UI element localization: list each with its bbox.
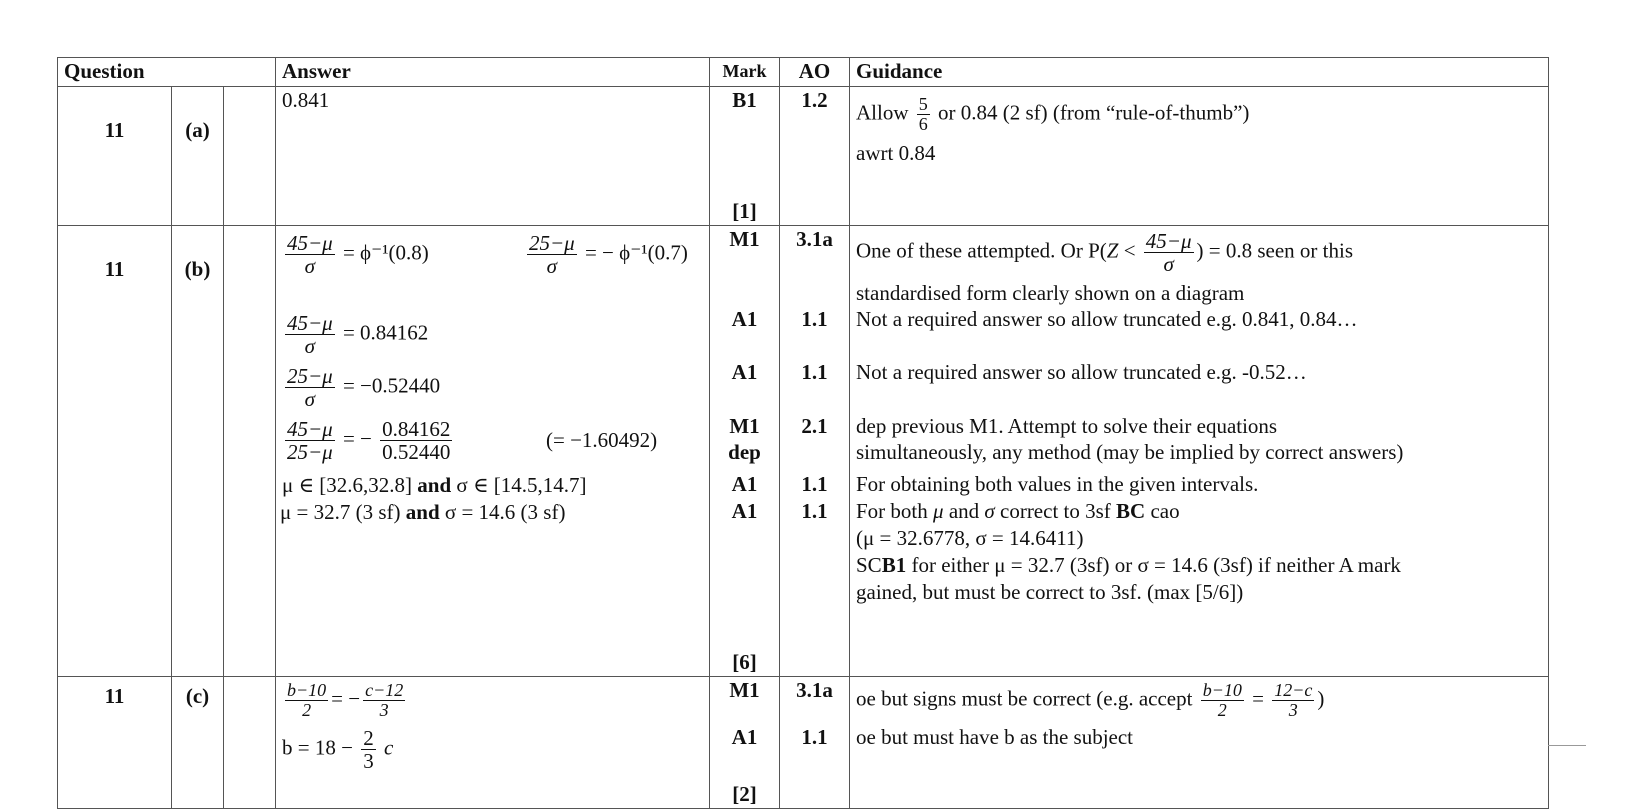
guidance-text: BC: [1116, 499, 1146, 523]
guidance-line: [856, 552, 1401, 579]
fraction-denominator: 25−μ: [287, 440, 333, 464]
equation-operator: = −: [342, 426, 372, 451]
guidance-text: cao: [1150, 499, 1180, 523]
fraction-numerator: 25−μ: [529, 231, 575, 255]
fraction: [285, 312, 335, 357]
fraction: [1201, 681, 1244, 720]
guidance-text: SC: [856, 553, 882, 577]
mu-interval: μ ∈ [32.6,32.8]: [282, 473, 413, 497]
total-mark: [1]: [732, 199, 757, 223]
fraction-denominator: σ: [304, 387, 316, 411]
guidance-text: oe but signs must be correct (e.g. accept: [856, 686, 1193, 711]
mark-cell: [710, 226, 780, 677]
answer-equation-2: [282, 727, 393, 772]
guidance-line: [856, 230, 1353, 275]
fraction-numerator: 0.84162: [382, 417, 451, 441]
guidance-text: One of these attempted. Or P(: [856, 238, 1107, 263]
fraction-numerator: b−10: [287, 680, 327, 700]
fraction-denominator: 3: [379, 700, 389, 720]
mark: B1: [732, 88, 757, 112]
guidance-text: =: [1252, 686, 1264, 711]
mark: M1: [729, 227, 760, 251]
guidance-text: μ: [933, 499, 944, 523]
sigma-value: σ = 14.6 (3 sf): [444, 500, 566, 524]
header-question: Question: [58, 58, 276, 87]
mark: A1: [731, 360, 758, 384]
equation-lhs: b = 18 −: [282, 735, 353, 760]
answer-equation-4: [282, 365, 440, 410]
mark: M1: [729, 414, 760, 438]
guidance-line: standardised form clearly shown on a diagram: [856, 281, 1245, 305]
answer-interval-line: [282, 472, 587, 499]
fraction: [285, 365, 335, 410]
fraction-denominator: σ: [304, 334, 316, 358]
guidance-line: Not a required answer so allow truncated e.g. -0.52…: [856, 360, 1307, 384]
guidance-text: and: [948, 499, 980, 523]
guidance-text: Allow: [856, 100, 909, 125]
guidance-line: (μ = 32.6778, σ = 14.6411): [856, 526, 1084, 550]
answer-equation-5: [282, 418, 455, 463]
header-guidance: Guidance: [850, 58, 1549, 87]
fraction-denominator: σ: [546, 254, 558, 278]
and-text: and: [405, 500, 440, 524]
sigma-interval: σ ∈ [14.5,14.7]: [456, 473, 587, 497]
subpart-cell: [224, 226, 276, 677]
equation-operator: = −: [331, 686, 361, 711]
mark: A1: [731, 725, 758, 749]
fraction-numerator: 45−μ: [287, 231, 333, 255]
table-underline: [1548, 745, 1586, 746]
fraction: [285, 418, 335, 463]
guidance-cell: [850, 226, 1549, 677]
guidance-line: For obtaining both values in the given intervals.: [856, 472, 1259, 496]
guidance-line: dep previous M1. Attempt to solve their equations: [856, 414, 1278, 438]
fraction: [361, 727, 376, 772]
header-mark: Mark: [710, 58, 780, 87]
header-answer: Answer: [276, 58, 710, 87]
equation-rhs: = − ϕ⁻¹(0.7): [584, 240, 688, 265]
fraction: [380, 418, 452, 463]
guidance-text: correct to 3sf: [1000, 499, 1111, 523]
answer-final-line: [280, 499, 565, 526]
answer-cell: [276, 226, 710, 677]
mu-value: μ = 32.7 (3 sf): [280, 500, 401, 524]
header-ao: AO: [780, 58, 850, 87]
answer-equation-1: [282, 681, 408, 720]
fraction-numerator: 45−μ: [287, 417, 333, 441]
answer-cell: [276, 87, 710, 226]
mark: A1: [731, 499, 758, 523]
equation-rhs: = −0.52440: [342, 373, 441, 398]
ao-code: 3.1a: [796, 678, 833, 702]
answer-equation-1: [282, 232, 429, 277]
mark-qualifier: dep: [728, 440, 761, 464]
guidance-line: awrt 0.84: [856, 141, 936, 165]
ao-cell: [780, 677, 850, 809]
guidance-line: [856, 95, 1542, 134]
answer-cell: [276, 677, 710, 809]
header-row: [58, 58, 1549, 87]
fraction-denominator: 2: [302, 700, 312, 720]
total-mark: [2]: [732, 782, 757, 806]
fraction-denominator: 3: [1288, 700, 1298, 720]
mark-scheme-table: [57, 57, 1549, 809]
mark: A1: [731, 307, 758, 331]
ao-code: 1.2: [801, 88, 828, 112]
fraction-numerator: 2: [363, 726, 374, 750]
fraction: [527, 232, 577, 277]
mark-cell: [710, 87, 780, 226]
fraction-numerator: 45−μ: [287, 311, 333, 335]
fraction: [363, 681, 405, 720]
guidance-cell: [850, 87, 1549, 226]
and-text: and: [417, 473, 452, 497]
ao-cell: [780, 87, 850, 226]
table-row-11c: [58, 677, 1549, 809]
ao-cell: [780, 226, 850, 677]
table-row-11a: [58, 87, 1549, 226]
guidance-line: oe but must have b as the subject: [856, 725, 1134, 749]
answer-equation-3: [282, 312, 428, 357]
guidance-text: ) = 0.8 seen or this: [1196, 238, 1354, 263]
table-row-11b: [58, 226, 1549, 677]
guidance-text: for either μ = 32.7 (3sf) or σ = 14.6 (3sf) if neither A mark: [911, 553, 1401, 577]
fraction-denominator: σ: [1163, 252, 1174, 276]
ao-code: 2.1: [801, 414, 828, 438]
ao-code: 1.1: [801, 725, 828, 749]
fraction: [917, 95, 930, 134]
fraction-numerator: c−12: [365, 680, 404, 700]
equation-rhs: = ϕ⁻¹(0.8): [342, 240, 429, 265]
question-number: 11: [58, 87, 172, 226]
guidance-text: σ: [984, 499, 995, 523]
question-part: (b): [172, 226, 224, 677]
fraction: [285, 681, 328, 720]
subpart-cell: [224, 87, 276, 226]
guidance-text: <: [1118, 238, 1141, 263]
ao-code: 1.1: [801, 360, 828, 384]
ao-code: 1.1: [801, 472, 828, 496]
guidance-text: or 0.84 (2 sf) (from “rule-of-thumb”): [938, 100, 1250, 125]
total-mark: [6]: [732, 650, 757, 674]
fraction-denominator: 0.52440: [382, 440, 451, 464]
question-number: 11: [58, 677, 172, 809]
guidance-text: B1: [881, 553, 907, 577]
ao-code: 1.1: [801, 499, 828, 523]
fraction-numerator: b−10: [1202, 680, 1242, 700]
mark: A1: [731, 472, 758, 496]
question-number: 11: [58, 226, 172, 677]
fraction-denominator: σ: [304, 254, 316, 278]
fraction-numerator: 5: [918, 94, 928, 114]
question-part: (a): [172, 87, 224, 226]
equation-variable: c: [383, 735, 394, 760]
guidance-line: gained, but must be correct to 3sf. (max [5/6]): [856, 580, 1244, 604]
guidance-line: [856, 498, 1180, 525]
equation-rhs: = 0.84162: [342, 320, 429, 345]
ao-code: 1.1: [801, 307, 828, 331]
fraction: [1144, 230, 1194, 275]
answer-line: 0.841: [282, 88, 330, 112]
guidance-text: ): [1317, 686, 1325, 711]
answer-equation-2: [524, 232, 688, 277]
question-part: (c): [172, 677, 224, 809]
subpart-cell: [224, 677, 276, 809]
mark: M1: [729, 678, 760, 702]
guidance-line: simultaneously, any method (may be implied by correct answers): [856, 440, 1404, 464]
fraction-numerator: 45−μ: [1145, 229, 1192, 253]
fraction: [285, 232, 335, 277]
guidance-line: Not a required answer so allow truncated e.g. 0.841, 0.84…: [856, 307, 1358, 331]
guidance-text: For both: [856, 499, 928, 523]
answer-note: (= −1.60492): [546, 428, 658, 452]
guidance-text: Z: [1106, 238, 1119, 263]
fraction-denominator: 3: [363, 749, 374, 773]
fraction: [1272, 681, 1314, 720]
fraction-numerator: 25−μ: [287, 364, 333, 388]
guidance-cell: [850, 677, 1549, 809]
guidance-line: [856, 681, 1324, 720]
mark-cell: [710, 677, 780, 809]
fraction-denominator: 2: [1217, 700, 1227, 720]
fraction-numerator: 12−c: [1274, 680, 1313, 700]
fraction-denominator: 6: [918, 114, 928, 134]
ao-code: 3.1a: [796, 227, 833, 251]
